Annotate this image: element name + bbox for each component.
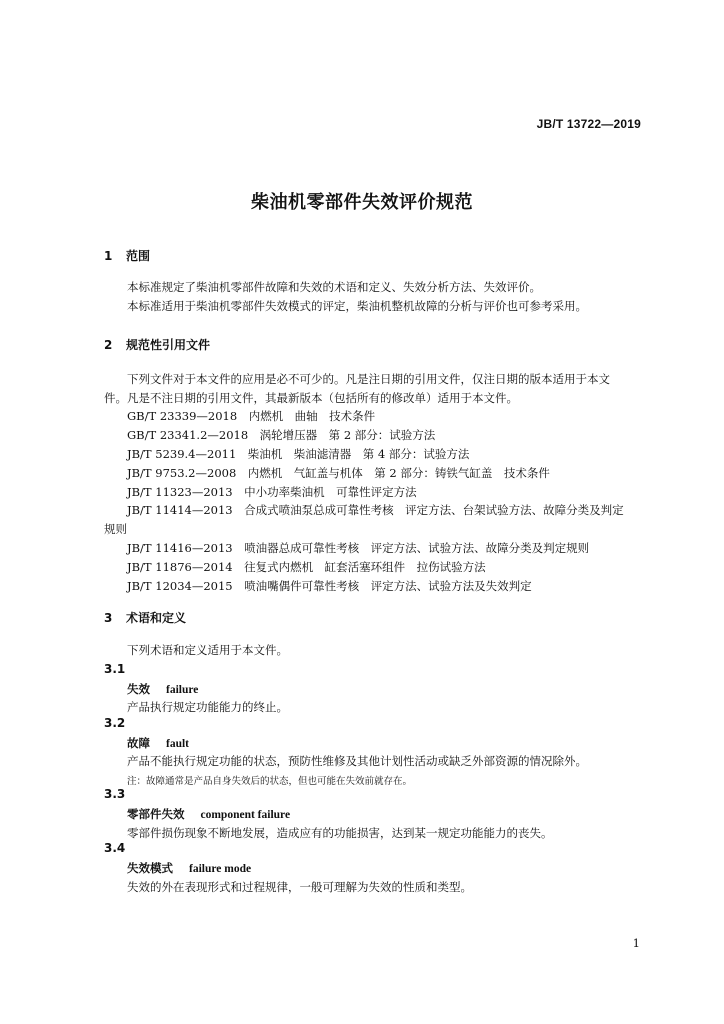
term-chinese: 失效 xyxy=(127,682,150,696)
section-3-heading xyxy=(104,609,186,626)
reference-item: JB/T 11876—2014 往复式内燃机 缸套活塞环组件 拉伤试验方法 xyxy=(127,560,486,574)
reference-item-continuation: 规则 xyxy=(104,522,127,536)
section-title: 术语和定义 xyxy=(126,611,187,625)
scope-paragraph-2: 本标准适用于柴油机零部件失效模式的评定，柴油机整机故障的分析与评价也可参考采用。 xyxy=(127,299,587,313)
term-chinese: 故障 xyxy=(127,736,150,750)
term-number: 3.1 xyxy=(104,662,126,676)
section-number: 1 xyxy=(104,249,113,263)
term-english: failure mode xyxy=(189,863,252,875)
term-note: 注：故障通常是产品自身失效后的状态，但也可能在失效前就存在。 xyxy=(127,776,413,787)
term-chinese: 零部件失效 xyxy=(127,807,185,821)
term-english: failure xyxy=(166,684,199,696)
standard-code: JB/T 13722—2019 xyxy=(536,117,641,131)
term-definition: 产品执行规定功能能力的终止。 xyxy=(127,700,288,714)
scope-paragraph-1: 本标准规定了柴油机零部件故障和失效的术语和定义、失效分析方法、失效评价。 xyxy=(127,280,541,294)
reference-item: JB/T 11416—2013 喷油器总成可靠性考核 评定方法、试验方法、故障分类及判定规则 xyxy=(127,541,590,555)
term-definition: 零部件损伤现象不断地发展，造成应有的功能损害，达到某一规定功能能力的丧失。 xyxy=(127,826,553,840)
term-english: fault xyxy=(166,738,189,750)
term-heading xyxy=(127,735,189,751)
term-number: 3.2 xyxy=(104,716,126,730)
section-1-heading xyxy=(104,247,150,264)
reference-item: JB/T 9753.2—2008 内燃机 气缸盖与机体 第 2 部分：铸铁气缸盖 技术条件 xyxy=(127,466,550,480)
section-title: 范围 xyxy=(126,249,151,263)
reference-item: JB/T 11323—2013 中小功率柴油机 可靠性评定方法 xyxy=(127,485,417,499)
terms-intro: 下列术语和定义适用于本文件。 xyxy=(127,643,288,657)
page-number: 1 xyxy=(632,936,640,950)
term-heading xyxy=(127,860,251,876)
term-english: component failure xyxy=(200,809,291,821)
section-number: 3 xyxy=(104,611,113,625)
section-title: 规范性引用文件 xyxy=(126,338,211,352)
term-heading xyxy=(127,681,198,697)
term-definition: 产品不能执行规定功能的状态，预防性维修及其他计划性活动或缺乏外部资源的情况除外。 xyxy=(127,754,587,768)
term-chinese: 失效模式 xyxy=(127,861,173,875)
section-number: 2 xyxy=(104,338,113,352)
references-intro-line-2: 件。凡是不注日期的引用文件，其最新版本（包括所有的修改单）适用于本文件。 xyxy=(104,391,518,405)
term-heading xyxy=(127,806,290,822)
reference-item: GB/T 23341.2—2018 涡轮增压器 第 2 部分：试验方法 xyxy=(127,428,436,442)
reference-item: GB/T 23339—2018 内燃机 曲轴 技术条件 xyxy=(127,409,376,423)
section-2-heading xyxy=(104,336,210,353)
reference-item: JB/T 11414—2013 合成式喷油泵总成可靠性考核 评定方法、台架试验方法、故障分类及判定 xyxy=(127,503,624,517)
document-title: 柴油机零部件失效评价规范 xyxy=(251,192,473,213)
term-definition: 失效的外在表现形式和过程规律，一般可理解为失效的性质和类型。 xyxy=(127,880,472,894)
reference-item: JB/T 5239.4—2011 柴油机 柴油滤清器 第 4 部分：试验方法 xyxy=(127,447,470,461)
references-intro-line-1: 下列文件对于本文件的应用是必不可少的。凡是注日期的引用文件，仅注日期的版本适用于本文 xyxy=(127,372,610,386)
term-number: 3.4 xyxy=(104,841,126,855)
reference-item: JB/T 12034—2015 喷油嘴偶件可靠性考核 评定方法、试验方法及失效判定 xyxy=(127,579,532,593)
term-number: 3.3 xyxy=(104,787,126,801)
